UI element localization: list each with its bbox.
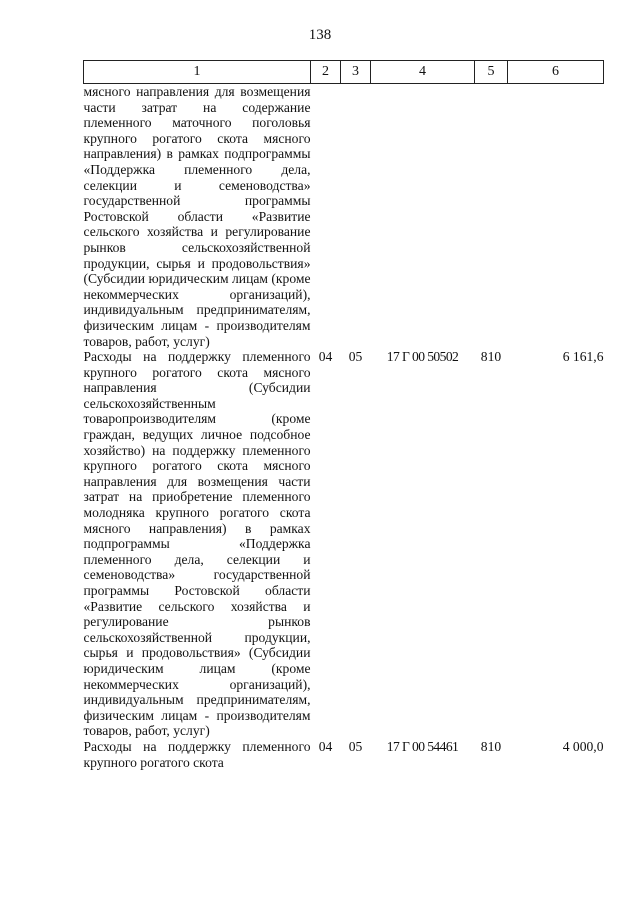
row-target-article: 17 Г 00 54461 (386, 738, 459, 754)
page-number: 138 (308, 27, 332, 43)
table-header-row (84, 61, 604, 84)
column-header-2: 2 (311, 61, 341, 84)
row-description: Расходы на поддержку племенного крупного рогатого скота (83, 738, 311, 770)
row-subsection: 05 (348, 349, 363, 365)
column-header-6: 6 (508, 61, 604, 84)
row-amount: 4 000,0 (562, 738, 604, 754)
column-header-1: 1 (84, 61, 311, 84)
table-row (84, 349, 604, 739)
row-description: Расходы на поддержку племенного крупного рогатого скота мясного направления (Субсидии сельскохозяйственным товаропроизводителям (кроме граждан, ведущих личное подсобное хозяйство) на поддержку племенного крупного рогатого скота мясного направления для возмещения части затрат на приобретение племенного молодняка крупного рогатого скота мясного направления) в рамках подпрограммы «Поддержка племенного дела, селекции и семеноводства» государственной программы Ростовской области «Развитие сельского хозяйства и регулирование рынков сельскохозяйственной продукции, сырья и продовольствия» (Субсидии юридическим лицам (кроме некоммерческих организаций), индивидуальным предпринимателям, физическим лицам - производителям товаров, работ, услуг) (83, 349, 311, 739)
budget-table (83, 60, 604, 770)
row-target-article: 17 Г 00 50502 (386, 349, 459, 365)
row-section: 04 (318, 738, 333, 754)
row-section (311, 84, 341, 350)
row-subsection: 05 (348, 738, 363, 754)
row-expense-type (475, 84, 508, 350)
row-section: 04 (318, 349, 333, 365)
row-subsection (341, 84, 371, 350)
row-target-article (371, 84, 475, 350)
table-row (84, 739, 604, 770)
row-expense-type: 810 (480, 738, 502, 754)
column-header-3: 3 (341, 61, 371, 84)
row-amount: 6 161,6 (562, 349, 604, 365)
column-header-4: 4 (371, 61, 475, 84)
table-row (84, 84, 604, 350)
row-description: мясного направления для возмещения части затрат на содержание племенного маточного поголовья крупного рогатого скота мясного направления) в рамках подпрограммы «Поддержка племенного дела, селекции и семеноводства» государственной программы Ростовской области «Развитие сельского хозяйства и регулирование рынков сельскохозяйственной продукции, сырья и продовольствия» (Субсидии юридическим лицам (кроме некоммерческих организаций), индивидуальным предпринимателям, физическим лицам - производителям товаров, работ, услуг) (83, 84, 311, 349)
column-header-5: 5 (475, 61, 508, 84)
row-amount (508, 84, 604, 350)
row-expense-type: 810 (480, 349, 502, 365)
